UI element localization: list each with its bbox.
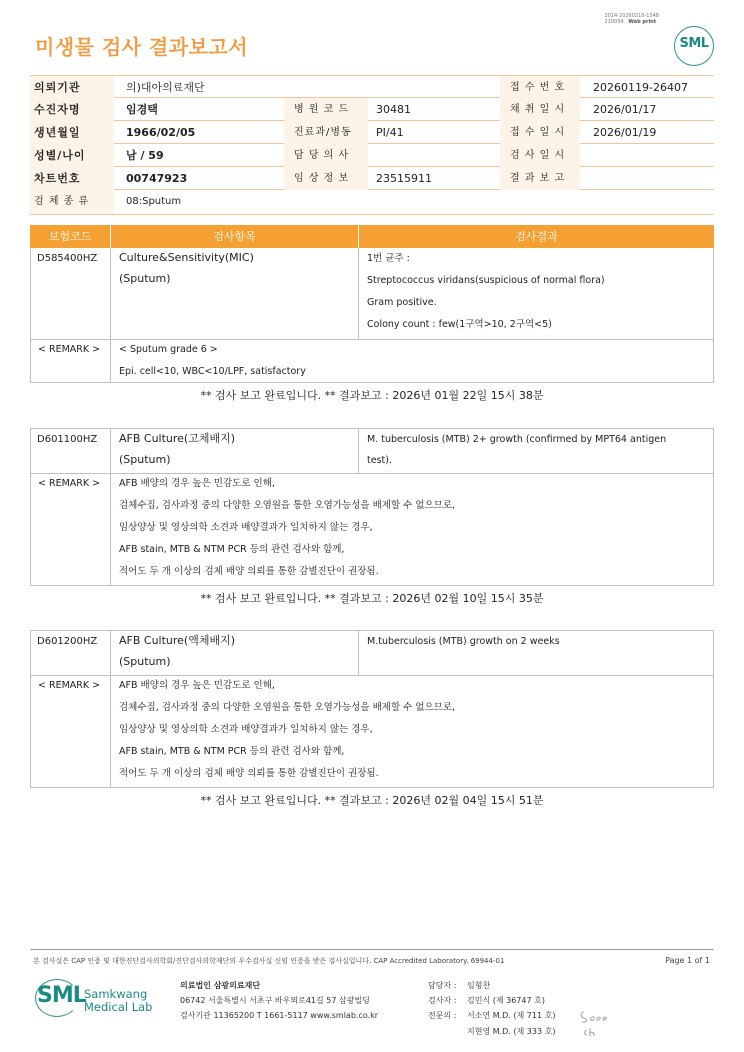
specimen-label: 검 체 종 류 (30, 190, 114, 214)
header-code: 보험코드 (48, 230, 92, 243)
clinical-value: 23515911 (376, 172, 432, 185)
document-id (604, 13, 659, 25)
test-item: AFB Culture(고체배지) (119, 432, 236, 445)
info-row-1 (30, 75, 714, 98)
web-print-label: Web print (628, 19, 657, 25)
info-row-5 (30, 167, 714, 190)
result-line-3: Gram positive. (367, 297, 437, 308)
hospital-code-value: 30481 (376, 103, 411, 116)
page-number: Page 1 of 1 (665, 956, 710, 965)
logo-text: SML (37, 983, 86, 1008)
dept-value: PI/41 (376, 126, 404, 139)
test-code: D585400HZ (37, 253, 98, 264)
result-block-1 (30, 248, 714, 383)
patient-label: 수진자명 (30, 98, 114, 121)
test-code: D601200HZ (37, 636, 98, 647)
request-org-label: 의뢰기관 (30, 76, 114, 99)
report-complete-line: ** 검사 보고 완료입니다. ** 결과보고 : 2026년 02월 04일 15시 51분 (200, 794, 544, 807)
result-line-1: M. tuberculosis (MTB) 2+ growth (confirmed by MPT64 antigen (367, 434, 667, 445)
remark-line: 검체수집, 검사과정 중의 다양한 오염원을 통한 오염가능성을 배제할 수 없으므로, (119, 702, 456, 713)
test-item-specimen: (Sputum) (119, 272, 171, 285)
receipt-date-label: 접 수 일 시 (500, 121, 580, 144)
report-label: 결 과 보 고 (500, 167, 580, 190)
logo-text: SML (679, 36, 709, 51)
test-code: D601100HZ (37, 434, 98, 445)
remark-line: Epi. cell<10, WBC<10/LPF, satisfactory (119, 366, 306, 377)
remark-line: 임상양상 및 영상의학 소견과 배양결과가 일치하지 않는 경우, (119, 724, 373, 735)
info-row-6 (30, 190, 714, 215)
chart-no-value: 00747923 (126, 172, 188, 185)
remark-label: < REMARK > (38, 344, 101, 355)
report-complete-line: ** 검사 보고 완료입니다. ** 결과보고 : 2026년 01월 22일 15시 38분 (200, 389, 544, 402)
remark-label: < REMARK > (38, 478, 101, 489)
sml-logo-icon (674, 26, 714, 66)
organization-name: 의료법인 삼광의료재단 (180, 981, 261, 990)
staff-name: 임형찬 (467, 981, 491, 990)
accreditation-note: 본 검사실은 CAP 인증 및 대한진단검사의학회/진단검사의학재단의 우수검사실 신임 인증을 받은 검사실입니다. CAP Accredited Laboratory. 69944-01 (33, 957, 505, 965)
remark-line: < Sputum grade 6 > (119, 344, 218, 355)
staff-label: 담당자 : (428, 981, 457, 990)
info-row-4 (30, 144, 714, 167)
remark-label: < REMARK > (38, 680, 101, 691)
remark-line: 임상양상 및 영상의학 소견과 배양결과가 일치하지 않는 경우, (119, 522, 373, 533)
document-id-line1: 3014-20260210-1548 (604, 13, 659, 19)
logo-name-line2: Medical Lab (84, 1000, 153, 1014)
result-block-2 (30, 428, 714, 586)
patient-value: 임경택 (126, 103, 158, 116)
result-line-2: test). (367, 455, 392, 466)
info-row-2 (30, 98, 714, 121)
header-item: 검사항목 (110, 225, 358, 248)
staff-name: 김민식 (제 36747 호) (467, 996, 545, 1005)
info-row-3 (30, 121, 714, 144)
test-item: AFB Culture(액체배지) (119, 634, 236, 647)
remark-line: AFB 배양의 경우 높은 민감도로 인해, (119, 680, 275, 691)
result-line-2: Streptococcus viridans(suspicious of normal flora) (367, 275, 605, 286)
hospital-code-label: 병 원 코 드 (284, 98, 368, 121)
staff-label: 전문의 : (428, 1011, 457, 1020)
test-date-label: 검 사 일 시 (500, 144, 580, 167)
staff-label: 검사자 : (428, 996, 457, 1005)
dept-label: 진료과/병동 (284, 121, 368, 144)
sex-age-value: 남 / 59 (126, 149, 164, 162)
result-line-4: Colony count : few(1구역>10, 2구역<5) (367, 319, 552, 330)
result-line-1: 1번 균주 : (367, 253, 410, 264)
collect-date-label: 채 취 일 시 (500, 98, 580, 121)
doctor-label: 담 당 의 사 (284, 144, 368, 167)
remark-line: 적어도 두 개 이상의 검체 배양 의뢰를 통한 감별진단이 권장됨. (119, 768, 379, 779)
remark-line: 검체수집, 검사과정 중의 다양한 오염원을 통한 오염가능성을 배제할 수 없으므로, (119, 500, 456, 511)
header-result: 검사결과 (358, 225, 714, 248)
staff-name: 지현영 M.D. (제 333 호) (467, 1027, 556, 1036)
results-header (30, 225, 714, 248)
page-title: 미생물 검사 결과보고서 (35, 35, 249, 59)
logo-name-line1: Samkwang (84, 987, 148, 1001)
test-item-specimen: (Sputum) (119, 655, 171, 668)
request-org-value: 의)대아의료재단 (126, 81, 205, 94)
birth-value: 1966/02/05 (126, 126, 196, 139)
staff-name: 서소연 M.D. (제 711 호) (467, 1011, 556, 1020)
remark-line: AFB 배양의 경우 높은 민감도로 인해, (119, 478, 275, 489)
result-block-3 (30, 630, 714, 788)
footer-divider (30, 949, 714, 950)
report-complete-line: ** 검사 보고 완료입니다. ** 결과보고 : 2026년 02월 10일 15시 35분 (200, 592, 544, 605)
organization-address: 06742 서울특별시 서초구 바우뫼로41길 57 삼광빌딩 (180, 996, 370, 1005)
receipt-no-label: 접 수 번 호 (500, 76, 580, 99)
birth-label: 생년월일 (30, 121, 114, 144)
remark-line: 적어도 두 개 이상의 검체 배양 의뢰를 통한 감별진단이 권장됨. (119, 566, 379, 577)
test-item-specimen: (Sputum) (119, 453, 171, 466)
signature-icon (578, 1008, 612, 1040)
document-id-line2: 210034 (604, 19, 624, 25)
remark-line: AFB stain, MTB & NTM PCR 등의 관련 검사와 함께, (119, 746, 345, 757)
logo-name (84, 988, 152, 1014)
receipt-no-value: 20260119-26407 (593, 81, 688, 94)
result-line-1: M.tuberculosis (MTB) growth on 2 weeks (367, 636, 560, 647)
organization-contact: 검사기관 11365200 T 1661-5117 www.smlab.co.kr (180, 1011, 379, 1020)
clinical-label: 임 상 정 보 (284, 167, 368, 190)
collect-date-value: 2026/01/17 (593, 103, 657, 116)
test-item: Culture&Sensitivity(MIC) (119, 251, 254, 264)
receipt-date-value: 2026/01/19 (593, 126, 657, 139)
chart-no-label: 차트번호 (30, 167, 114, 190)
sex-age-label: 성별/나이 (30, 144, 114, 167)
remark-line: AFB stain, MTB & NTM PCR 등의 관련 검사와 함께, (119, 544, 345, 555)
specimen-value: 08:Sputum (126, 196, 182, 207)
